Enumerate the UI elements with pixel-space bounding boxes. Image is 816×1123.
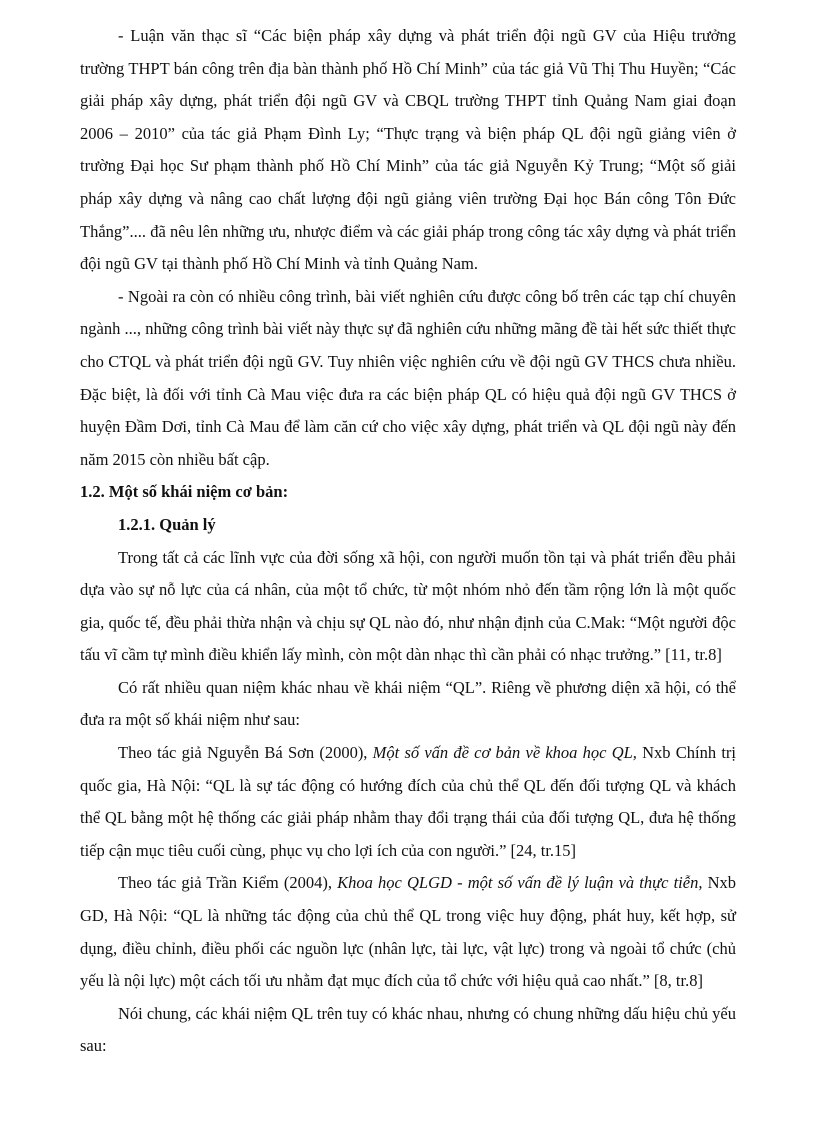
citation-book-title: Khoa học QLGD - một số vấn đề lý luận và thực tiễn, (337, 873, 703, 893)
paragraph-tran-kiem (80, 867, 736, 997)
subsection-heading-1-2-1: 1.2.1. Quản lý (118, 514, 216, 534)
document-body (80, 20, 736, 1063)
paragraph-summary: Nói chung, các khái niệm QL trên tuy có khác nhau, nhưng có chung những dấu hiệu chủ yếu sau: (80, 1003, 736, 1056)
citation-body-text: Nxb Chính trị quốc gia, Hà Nội: “QL là sự tác động có hướng đích của chủ thể QL đến đối tượng QL và khách thể QL bằng một hệ thống các giải pháp nhằm thay đổi trạng thái của đối tượng QL, đưa hệ thống tiếp cận mục tiêu cuối cùng, phục vụ cho lợi ích của con người.” [24, tr.15] (80, 743, 736, 860)
paragraph-thesis-list: - Luận văn thạc sĩ “Các biện pháp xây dựng và phát triển đội ngũ GV của Hiệu trưởng trường THPT bán công trên địa bàn thành phố Hồ Chí Minh” của tác giả Vũ Thị Thu Huyền; “Các giải pháp xây dựng, phát triển đội ngũ GV và CBQL trường THPT tỉnh Quảng Nam giai đoạn 2006 – 2010” của tác giả Phạm Đình Ly; “Thực trạng và biện pháp QL đội ngũ giảng viên ở trường Đại học Sư phạm thành phố Hồ Chí Minh” của tác giả Nguyễn Kỷ Trung; “Một số giải pháp xây dựng và nâng cao chất lượng đội ngũ giảng viên trường Đại học Bán công Tôn Đức Thắng”.... đã nêu lên những ưu, nhược điểm và các giải pháp trong công tác xây dựng và phát triển đội ngũ GV tại thành phố Hồ Chí Minh và tỉnh Quảng Nam. (80, 26, 736, 274)
paragraph-management-intro: Trong tất cả các lĩnh vực của đời sống xã hội, con người muốn tồn tại và phát triển đều phải dựa vào sự nỗ lực của cá nhân, của một tổ chức, từ một nhóm nhỏ đến tầm rộng lớn là một quốc gia, quốc tế, đều phải thừa nhận và chịu sự QL nào đó, như nhận định của C.Mak: “Một người độc tấu vĩ cầm tự mình điều khiển lấy mình, còn một dàn nhạc thì cần phải có nhạc trưởng.” [11, tr.8] (80, 547, 736, 665)
citation-lead-text: Theo tác giả Trần Kiểm (2004), (118, 873, 338, 893)
paragraph-concepts-intro: Có rất nhiều quan niệm khác nhau về khái niệm “QL”. Riêng về phương diện xã hội, có thể đưa ra một số khái niệm như sau: (80, 677, 736, 730)
citation-book-title: Một số vấn đề cơ bản về khoa học QL, (372, 743, 637, 763)
citation-lead-text: Theo tác giả Nguyễn Bá Sơn (2000), (118, 743, 373, 763)
section-heading-1-2: 1.2. Một số khái niệm cơ bản: (80, 482, 289, 502)
paragraph-other-works: - Ngoài ra còn có nhiều công trình, bài viết nghiên cứu được công bố trên các tạp chí chuyên ngành ..., những công trình bài viết này thực sự đã nghiên cứu những mãng đề tài hết sức thiết thực cho CTQL và phát triển đội ngũ GV. Tuy nhiên việc nghiên cứu về đội ngũ GV THCS chưa nhiều. Đặc biệt, là đối với tỉnh Cà Mau việc đưa ra các biện pháp QL có hiệu quả đội ngũ GV THCS ở huyện Đầm Dơi, tỉnh Cà Mau để làm căn cứ cho việc xây dựng, phát triển và QL đội ngũ này đến năm 2015 còn nhiều bất cập. (80, 286, 736, 469)
citation-body-text: Nxb GD, Hà Nội: “QL là những tác động của chủ thể QL trong việc huy động, phát huy, kết hợp, sử dụng, điều chỉnh, điều phối các nguồn lực (nhân lực, tài lực, vật lực) trong và ngoài tổ chức (chủ yếu là nội lực) một cách tối ưu nhằm đạt mục đích của tổ chức với hiệu quả cao nhất.” [8, tr.8] (80, 873, 737, 991)
paragraph-nguyen-ba-son (80, 737, 736, 867)
